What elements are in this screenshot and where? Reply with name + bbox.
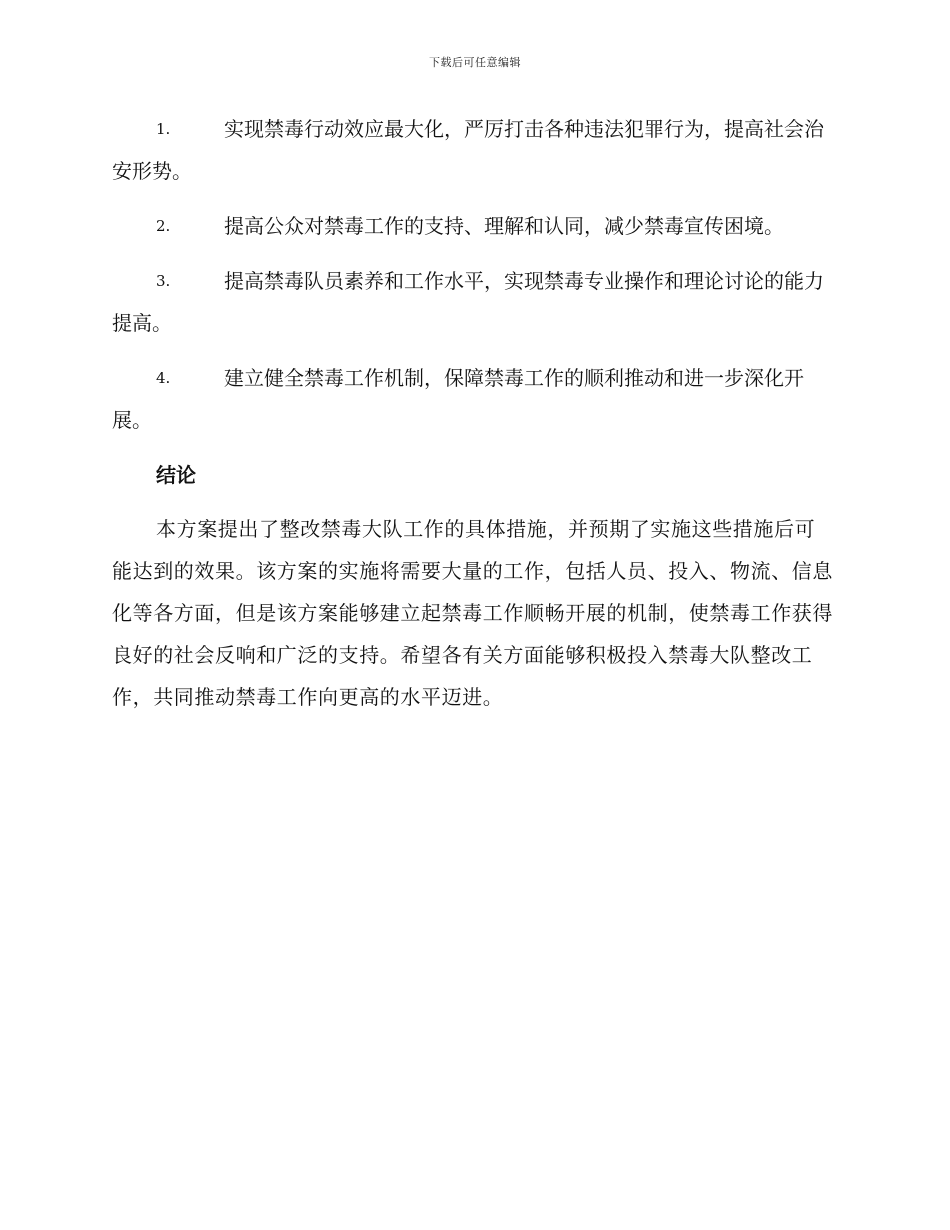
list-item-number: 1. <box>156 120 171 138</box>
list-item-text: 提高公众对禁毒工作的支持、理解和认同，减少禁毒宣传困境。 <box>224 214 784 238</box>
list-item-text: 建立健全禁毒工作机制，保障禁毒工作的顺利推动和进一步深化开展。 <box>112 366 804 432</box>
list-item <box>112 357 834 441</box>
list-item-number: 2. <box>156 217 171 235</box>
list-item <box>112 205 834 247</box>
list-item-number: 4. <box>156 369 171 387</box>
conclusion-paragraph: 本方案提出了整改禁毒大队工作的具体措施，并预期了实施这些措施后可能达到的效果。该方案的实施将需要大量的工作，包括人员、投入、物流、信息化等各方面，但是该方案能够建立起禁毒工作顺畅开展的机制，使禁毒工作获得良好的社会反响和广泛的支持。希望各有关方面能够积极投入禁毒大队整改工作，共同推动禁毒工作向更高的水平迈进。 <box>112 517 833 709</box>
document-body <box>112 108 834 718</box>
list-item <box>112 108 834 192</box>
list-item <box>112 260 834 344</box>
list-item-text: 实现禁毒行动效应最大化，严厉打击各种违法犯罪行为，提高社会治安形势。 <box>112 117 824 183</box>
conclusion-heading: 结论 <box>156 463 196 487</box>
list-item-text: 提高禁毒队员素养和工作水平，实现禁毒专业操作和理论讨论的能力提高。 <box>112 269 824 335</box>
list-item-number: 3. <box>156 272 171 290</box>
page-header: 下载后可任意编辑 <box>429 56 521 69</box>
